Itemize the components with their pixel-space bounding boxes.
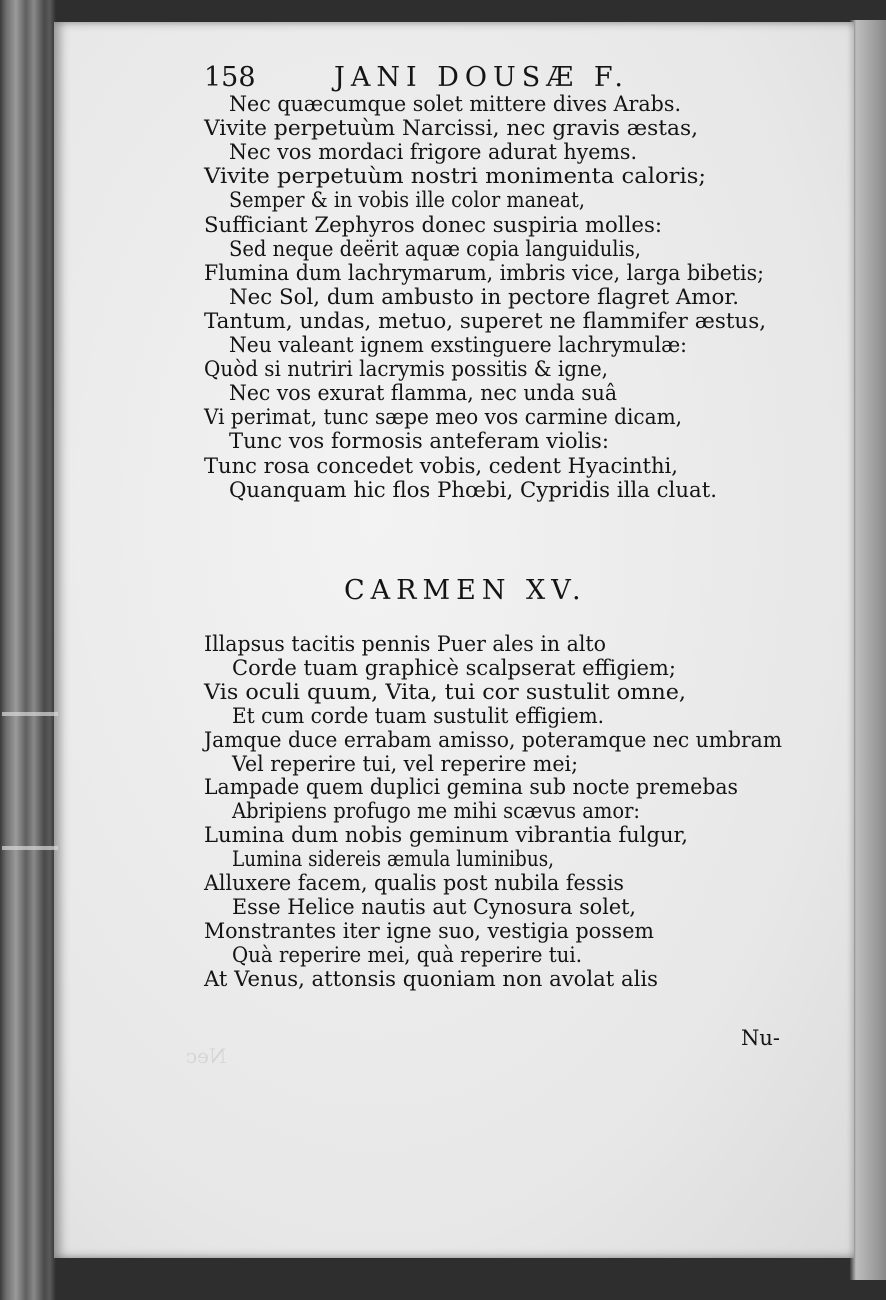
- verse-line: Tunc vos formosis anteferam violis:: [229, 429, 609, 454]
- show-through-text: Nec: [186, 1044, 227, 1068]
- verse-line: Monstrantes iter igne suo, vestigia possem: [204, 918, 654, 943]
- verse-line: Quòd si nutriri lacrymis possitis & igne,: [204, 357, 608, 382]
- binding-thread: [2, 712, 58, 716]
- verse-line: Alluxere facem, qualis post nubila fessis: [204, 871, 624, 895]
- verse-line: Sufficiant Zephyros donec suspiria molles:: [204, 212, 662, 237]
- verse-line: Flumina dum lachrymarum, imbris vice, larga bibetis;: [204, 260, 764, 285]
- verse-line: Esse Helice nautis aut Cynosura solet,: [232, 894, 636, 919]
- verse-line: Lampade quem duplici gemina sub nocte premebas: [204, 775, 738, 800]
- verse-line: Nec vos mordaci frigore adurat hyems.: [229, 140, 637, 165]
- verse-line: Vis oculi quum, Vita, tui cor sustulit omne,: [204, 679, 686, 704]
- verse-line: Lumina dum nobis geminum vibrantia fulgur,: [204, 823, 688, 848]
- verse-line: Abripiens profugo me mihi scævus amor:: [232, 799, 640, 824]
- verse-line: At Venus, attonsis quoniam non avolat alis: [204, 966, 658, 991]
- verse-line: Tantum, undas, metuo, superet ne flammifer æstus,: [204, 308, 766, 333]
- section-title: CARMEN XV.: [344, 575, 587, 606]
- verse-line: Semper & in vobis ille color maneat,: [229, 188, 585, 213]
- verse-line: Lumina sidereis æmula luminibus,: [232, 847, 554, 872]
- page-number: 158: [204, 62, 256, 93]
- verse-line: Sed neque deërit aquæ copia languidulis,: [229, 236, 641, 261]
- verse-line: Corde tuam graphicè scalpserat effigiem;: [232, 655, 676, 680]
- verse-line: Vi perimat, tunc sæpe meo vos carmine dicam,: [204, 405, 682, 430]
- verse-line: Tunc rosa concedet vobis, cedent Hyacinthi,: [204, 453, 678, 478]
- verse-line: Neu valeant ignem exstinguere lachrymulæ:: [229, 333, 687, 357]
- verse-line: Vivite perpetuùm nostri monimenta caloris;: [204, 164, 706, 189]
- verse-line: Et cum corde tuam sustulit effigiem.: [232, 703, 604, 728]
- running-title: JANI DOUSÆ F.: [334, 62, 629, 93]
- verse-line: Jamque duce errabam amisso, poteramque nec umbram: [204, 727, 782, 752]
- opposite-page-edge: [850, 20, 886, 1280]
- verse-line: Quanquam hic flos Phœbi, Cypridis illa cluat.: [229, 477, 717, 502]
- verse-line: Illapsus tacitis pennis Puer ales in alto: [204, 632, 606, 656]
- verse-line: Nec quæcumque solet mittere dives Arabs.: [229, 92, 681, 116]
- verse-line: Vel reperire tui, vel reperire mei;: [232, 751, 578, 776]
- verse-line: Nec Sol, dum ambusto in pectore flagret Amor.: [229, 284, 739, 309]
- verse-line: Nec vos exurat flamma, nec unda suâ: [229, 381, 617, 406]
- catchword: Nu-: [741, 1026, 780, 1050]
- binding-thread: [2, 846, 58, 850]
- verse-line: Vivite perpetuùm Narcissi, nec gravis æstas,: [204, 116, 698, 141]
- verse-line: Quà reperire mei, quà reperire tui.: [232, 942, 582, 967]
